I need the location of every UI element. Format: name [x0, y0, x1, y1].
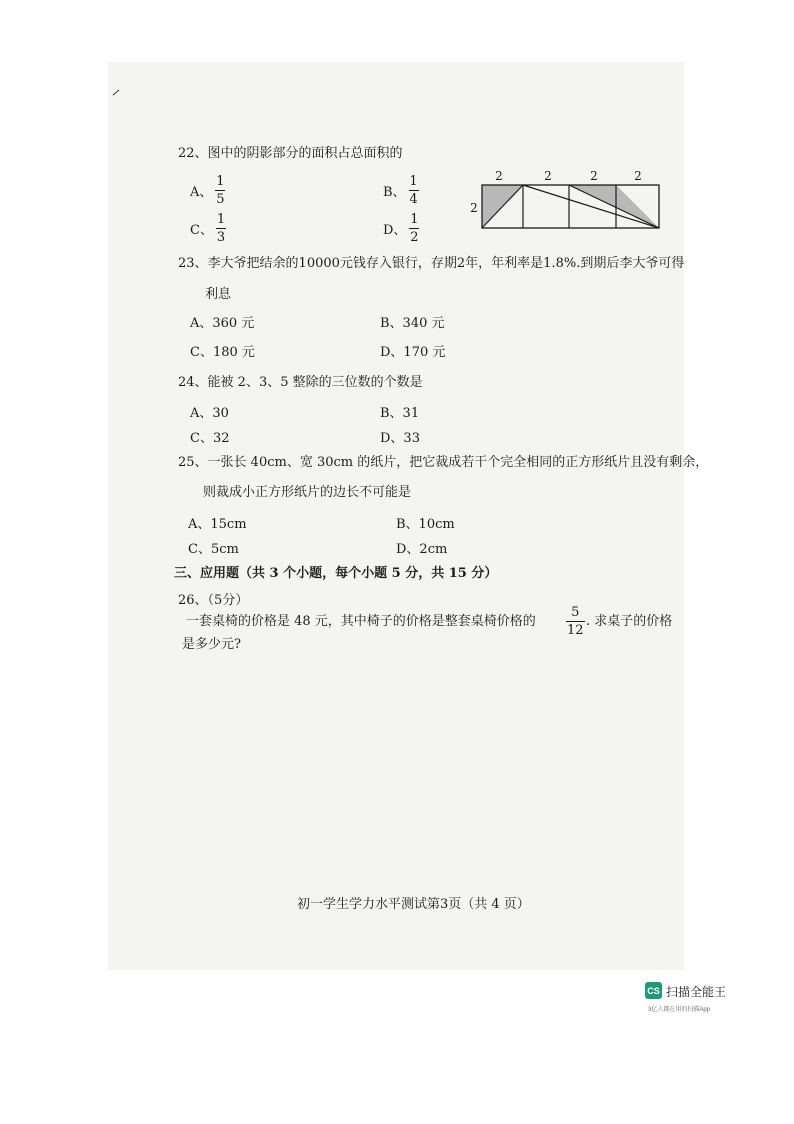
figure-top-label-3: 2 — [590, 169, 598, 183]
q25-stem-line1: 25、一张长 40cm、宽 30cm 的纸片，把它裁成若干个完全相同的正方形纸片且没有剩余， — [178, 455, 709, 470]
q26-text-before: 一套桌椅的价格是 48 元，其中椅子的价格是整套桌椅价格的 — [186, 614, 536, 629]
q22-option-b-fraction — [409, 174, 419, 207]
fraction-bar — [215, 190, 225, 191]
camscanner-slogan: 3亿人都在用的扫描App — [648, 1007, 711, 1013]
fraction-bar — [566, 621, 585, 622]
q22-d-num: 1 — [410, 212, 419, 227]
q22-figure — [466, 168, 666, 234]
q25-stem-line2: 则裁成小正方形纸片的边长不可能是 — [203, 485, 412, 500]
fraction-bar — [216, 228, 226, 229]
q22-a-num: 1 — [216, 174, 225, 189]
q22-option-d-label: D、 — [383, 223, 407, 238]
q22-option-c-fraction — [216, 212, 226, 245]
q25-option-d[interactable]: D、2cm — [396, 542, 448, 557]
q24-option-b[interactable]: B、31 — [380, 406, 420, 421]
q26-text-after: . 求桌子的价格 — [586, 614, 673, 629]
q24-option-c[interactable]: C、32 — [190, 431, 230, 446]
q22-b-den: 4 — [409, 192, 418, 207]
q22-option-a-label: A、 — [190, 185, 213, 200]
q22-c-num: 1 — [216, 212, 226, 227]
q26-label: 26、（5分） — [178, 593, 249, 608]
figure-top-label-2: 2 — [544, 169, 552, 183]
q24-option-a[interactable]: A、30 — [190, 406, 229, 421]
fraction-bar — [409, 228, 419, 229]
page-footer: 初一学生学力水平测试第3页（共 4 页） — [297, 897, 530, 912]
q22-option-b-label: B、 — [383, 185, 406, 200]
q26-fraction-den: 12 — [567, 623, 584, 638]
q22-option-d[interactable] — [383, 212, 419, 245]
q23-stem-line1: 23、李大爷把结余的10000元钱存入银行，存期2年，年利率是1.8%.到期后李大爷可得 — [178, 256, 685, 271]
q23-option-b[interactable]: B、340 元 — [380, 316, 445, 331]
q23-stem-line2: 利息 — [205, 287, 232, 302]
q22-d-den: 2 — [410, 230, 419, 245]
q23-option-d[interactable]: D、170 元 — [380, 345, 446, 360]
q26-fraction — [566, 605, 585, 638]
section-3-heading: 三、应用题（共 3 个小题，每个小题 5 分，共 15 分） — [174, 566, 498, 581]
q25-option-b[interactable]: B、10cm — [396, 517, 455, 532]
q23-option-c[interactable]: C、180 元 — [190, 345, 255, 360]
figure-top-label-4: 2 — [634, 169, 642, 183]
q22-option-a[interactable] — [190, 174, 225, 207]
q22-a-den: 5 — [216, 192, 225, 207]
q22-option-d-fraction — [409, 212, 419, 245]
q22-c-den: 3 — [216, 230, 226, 245]
q23-option-a[interactable]: A、360 元 — [190, 316, 255, 331]
q25-option-c[interactable]: C、5cm — [188, 542, 239, 557]
figure-side-label: 2 — [470, 201, 478, 215]
q22-option-c[interactable] — [190, 212, 226, 245]
q22-b-num: 1 — [409, 174, 418, 189]
q24-option-d[interactable]: D、33 — [380, 431, 420, 446]
q25-option-a[interactable]: A、15cm — [188, 517, 247, 532]
q24-stem: 24、能被 2、3、5 整除的三位数的个数是 — [178, 375, 423, 390]
fraction-bar — [409, 190, 419, 191]
camscanner-logo-icon: CS — [645, 982, 662, 999]
figure-top-label-1: 2 — [495, 169, 503, 183]
camscanner-name: 扫描全能王 — [666, 985, 727, 999]
q22-option-b[interactable] — [383, 174, 419, 207]
q26-line2: 是多少元? — [182, 637, 241, 652]
q26-fraction-num: 5 — [571, 605, 580, 620]
q22-option-c-label: C、 — [190, 223, 213, 238]
q22-option-a-fraction — [215, 174, 225, 207]
q22-stem: 22、图中的阴影部分的面积占总面积的 — [178, 146, 403, 161]
